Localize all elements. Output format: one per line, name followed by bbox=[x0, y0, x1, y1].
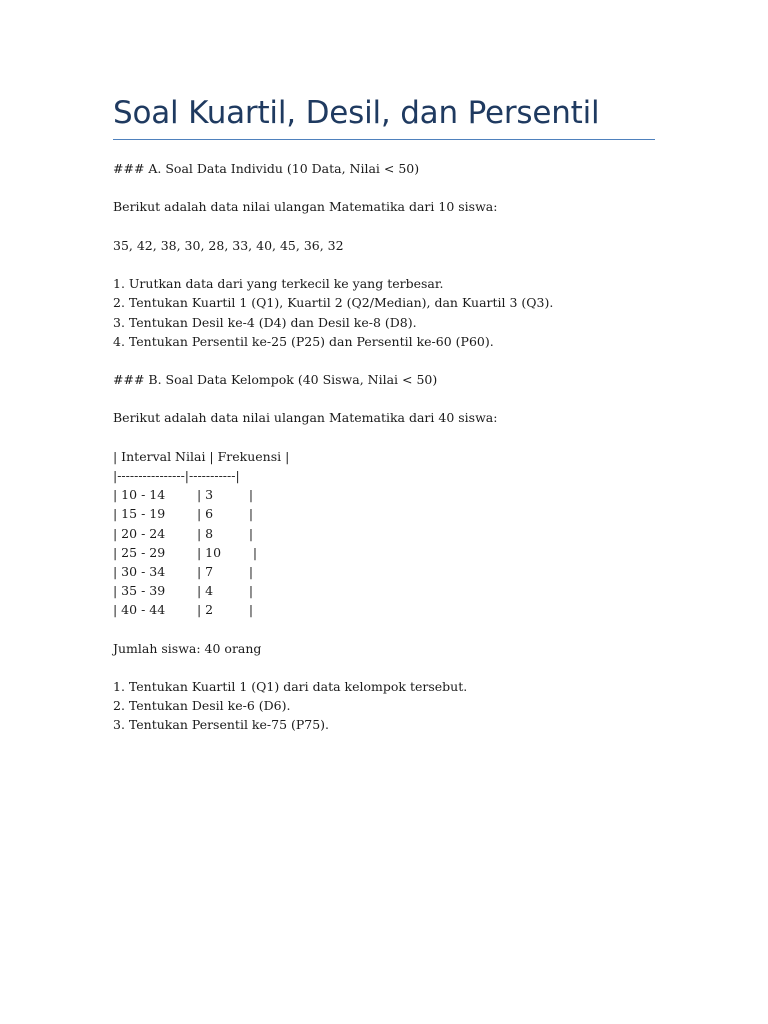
blank-line bbox=[113, 178, 658, 197]
table-line: |----------------|-----------| bbox=[113, 468, 240, 483]
section-b-question: 1. Tentukan Kuartil 1 (Q1) dari data kelompok tersebut. bbox=[113, 679, 468, 695]
blank-line bbox=[113, 620, 658, 639]
section-a-intro: Berikut adalah data nilai ulangan Matematika dari 10 siswa: bbox=[113, 199, 498, 215]
table-line: | 40 - 44 | 2 | bbox=[113, 602, 254, 618]
table-line: | 10 - 14 | 3 | bbox=[113, 487, 254, 503]
blank-line bbox=[113, 389, 658, 408]
blank-line bbox=[113, 255, 658, 274]
document-title: Soal Kuartil, Desil, dan Persentil bbox=[113, 95, 600, 131]
section-b-question: 3. Tentukan Persentil ke-75 (P75). bbox=[113, 717, 330, 733]
section-a-question: 4. Tentukan Persentil ke-25 (P25) dan Persentil ke-60 (P60). bbox=[113, 333, 494, 349]
table-line: | 20 - 24 | 8 | bbox=[113, 525, 254, 541]
blank-line bbox=[113, 658, 658, 677]
section-a-heading: ### A. Soal Data Individu (10 Data, Nilai < 50) bbox=[113, 161, 420, 176]
table-line: | 30 - 34 | 7 | bbox=[113, 563, 254, 579]
blank-line bbox=[113, 217, 658, 236]
table-line: | 15 - 19 | 6 | bbox=[113, 506, 254, 522]
section-b-total: Jumlah siswa: 40 orang bbox=[113, 640, 262, 656]
section-a-question: 2. Tentukan Kuartil 1 (Q1), Kuartil 2 (Q2/Median), dan Kuartil 3 (Q3). bbox=[113, 295, 554, 311]
section-b-question: 2. Tentukan Desil ke-6 (D6). bbox=[113, 698, 291, 714]
section-a-question: 1. Urutkan data dari yang terkecil ke yang terbesar. bbox=[113, 276, 444, 292]
blank-line bbox=[113, 351, 658, 370]
table-line: | 35 - 39 | 4 | bbox=[113, 583, 254, 599]
section-b-heading: ### B. Soal Data Kelompok (40 Siswa, Nilai < 50) bbox=[113, 372, 438, 388]
table-line: | 25 - 29 | 10 | bbox=[113, 544, 258, 560]
section-a-data: 35, 42, 38, 30, 28, 33, 40, 45, 36, 32 bbox=[113, 237, 344, 253]
section-b-intro: Berikut adalah data nilai ulangan Matematika dari 40 siswa: bbox=[113, 410, 498, 426]
section-a-question: 3. Tentukan Desil ke-4 (D4) dan Desil ke-8 (D8). bbox=[113, 314, 417, 330]
blank-line bbox=[113, 428, 658, 447]
title-underline bbox=[113, 139, 655, 140]
document-body bbox=[113, 159, 658, 735]
table-line: | Interval Nilai | Frekuensi | bbox=[113, 448, 290, 464]
